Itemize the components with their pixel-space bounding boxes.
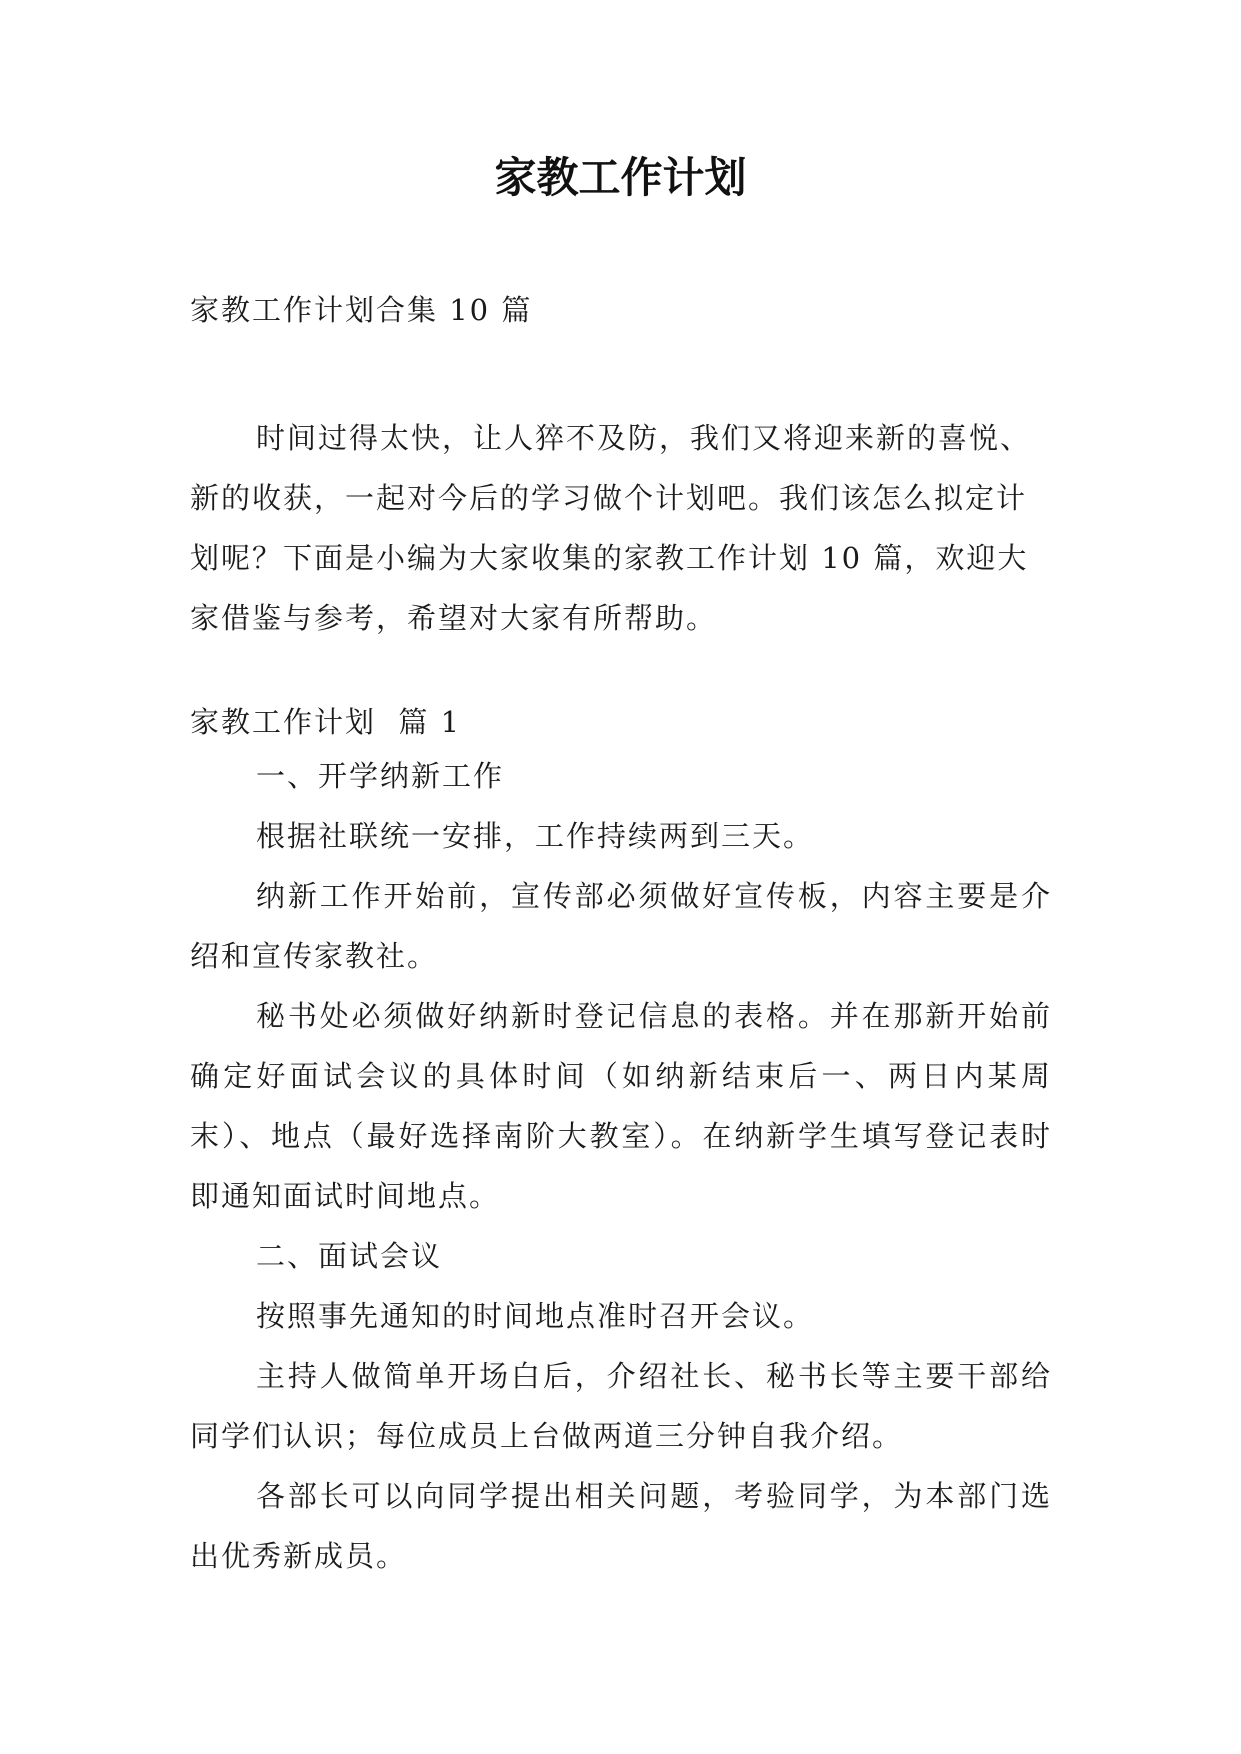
body-paragraph: 各部长可以向同学提出相关问题，考验同学，为本部门选出优秀新成员。 (190, 1479, 1052, 1573)
body-paragraph: 主持人做简单开场白后，介绍社长、秘书长等主要干部给同学们认识；每位成员上台做两道三分钟自我介绍。 (190, 1359, 1052, 1453)
document-subtitle: 家教工作计划合集 10 篇 (190, 293, 533, 327)
document-title: 家教工作计划 (494, 153, 747, 202)
body-paragraph: 秘书处必须做好纳新时登记信息的表格。并在那新开始前确定好面试会议的具体时间（如纳新结束后一、两日内某周末）、地点（最好选择南阶大教室）。在纳新学生填写登记表时即通知面试时间地点。 (190, 999, 1052, 1213)
body-paragraph: 根据社联统一安排，工作持续两到三天。 (256, 819, 815, 853)
intro-paragraph: 时间过得太快，让人猝不及防，我们又将迎来新的喜悦、新的收获，一起对今后的学习做个计划吧。我们该怎么拟定计划呢？下面是小编为大家收集的家教工作计划 10 篇，欢迎大家借鉴与参考，希望对大家有所帮助。 (190, 421, 1032, 635)
section-subheading-1: 一、开学纳新工作 (256, 759, 505, 793)
section-heading: 家教工作计划 篇 1 (190, 705, 462, 739)
body-paragraph: 按照事先通知的时间地点准时召开会议。 (256, 1299, 815, 1333)
body-paragraph: 纳新工作开始前，宣传部必须做好宣传板，内容主要是介绍和宣传家教社。 (190, 879, 1052, 973)
section-1 (190, 700, 1052, 1586)
section-subheading-2: 二、面试会议 (256, 1239, 443, 1273)
